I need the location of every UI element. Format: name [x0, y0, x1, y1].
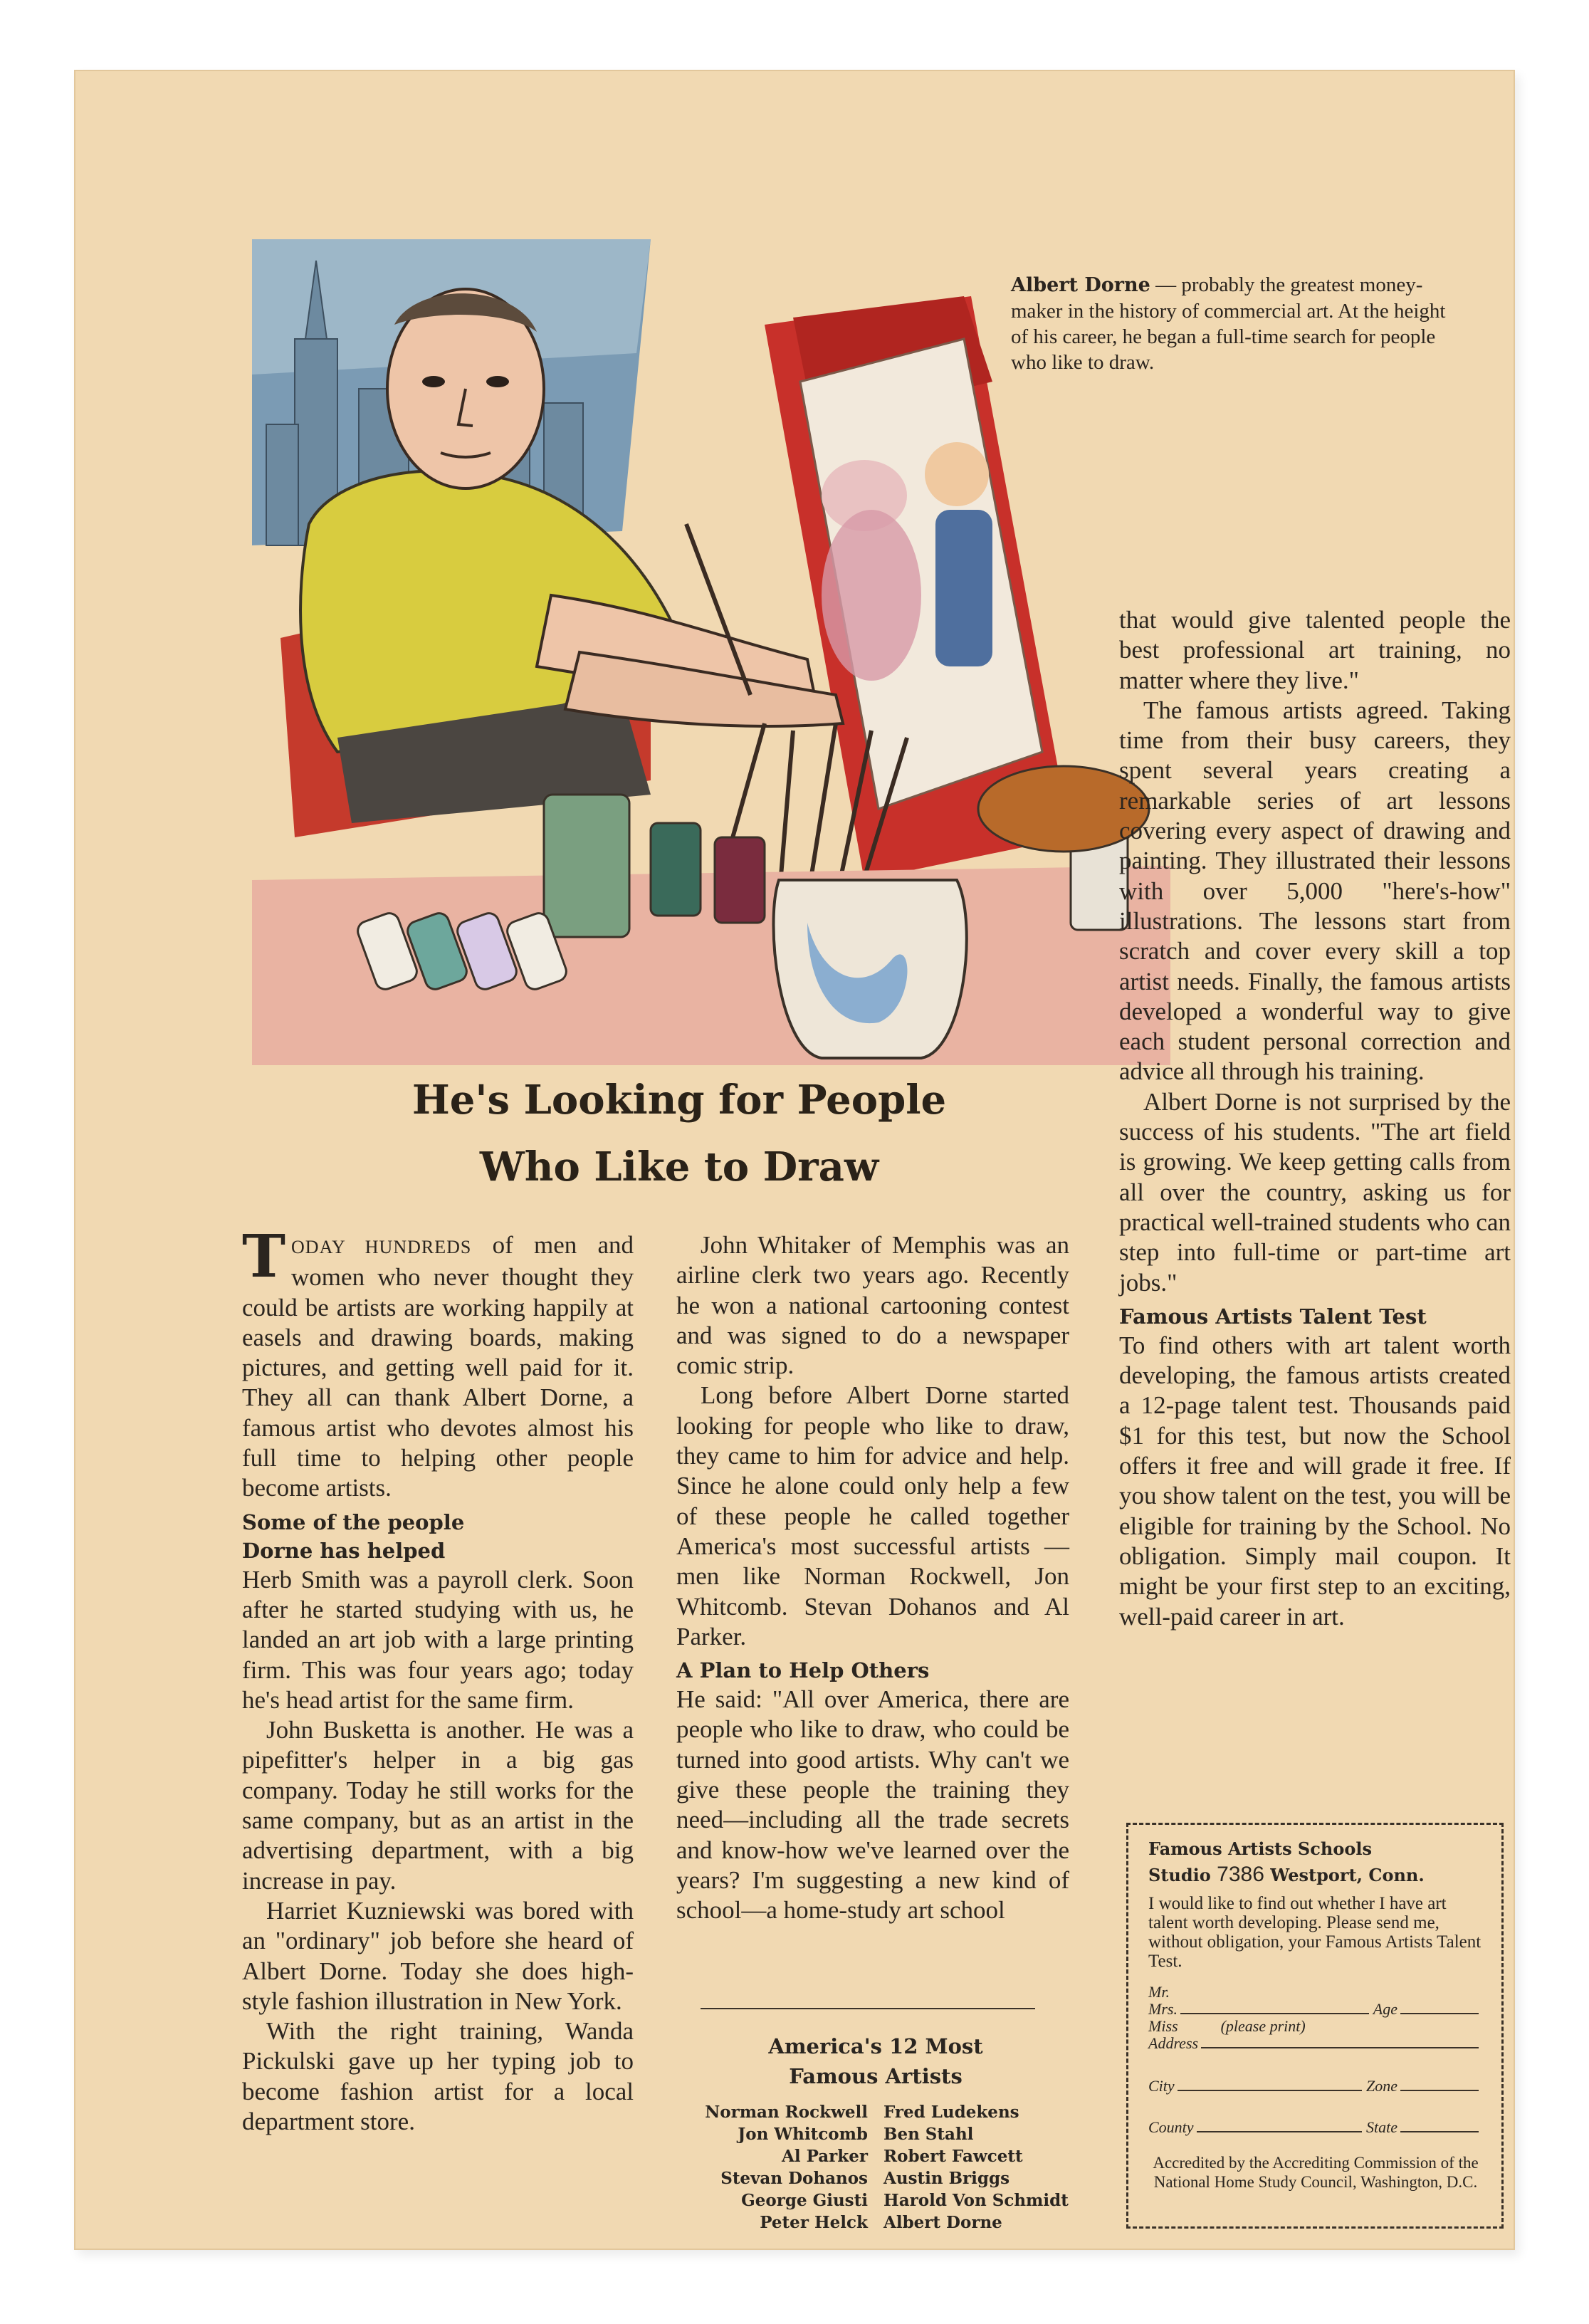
col3-paragraph-2: The famous artists agreed. Taking time from their busy careers, they spent several years creating a remarkable series of art lessons covering every aspect of drawing and painting. They illustrated their lessons with over 5,000 "here's-how" illustrations. The lessons start from scratch and cover every skill a top artist needs. Finally, the famous artists developed a wonderful way to give each student personal correction and advice all through his training. — [1119, 696, 1511, 1086]
coupon-city-label: City — [1148, 2077, 1175, 2095]
article-column-2 — [676, 1230, 1069, 1926]
lead-small-caps: ODAY HUNDREDS — [291, 1237, 472, 1257]
coupon-studio-town: Westport, Conn. — [1270, 1865, 1425, 1885]
col2-paragraph-1: John Whitaker of Memphis was an airline clerk two years ago. Recently he won a national cartooning contest and was signed to do a newspaper comic strip. — [676, 1231, 1069, 1380]
artist-name: Fred Ludekens — [883, 2103, 1019, 2122]
artist-name: Al Parker — [782, 2147, 868, 2166]
coupon-state-label: State — [1366, 2118, 1397, 2136]
coupon-school-name: Famous Artists Schools — [1148, 1838, 1372, 1859]
subhead-line-1: Some of the people — [242, 1509, 465, 1534]
coupon-age-label: Age — [1373, 2000, 1397, 2018]
caption-name: Albert Dorne — [1011, 274, 1150, 296]
artist-name: Robert Fawcett — [883, 2147, 1023, 2166]
col1-paragraph-4: Harriet Kuzniewski was bored with an "ordinary" job before she heard of Albert Dorne. Today she does high-style fashion illustration in New York. — [242, 1896, 634, 2015]
headline — [252, 1067, 1106, 1200]
comic-back-cover-page — [74, 70, 1515, 2250]
coupon-mrs-label: Mrs. — [1148, 2000, 1178, 2018]
divider-rule — [701, 2008, 1035, 2009]
coupon-city-line[interactable] — [1178, 2090, 1362, 2091]
artist-name: Harold Von Schmidt — [883, 2191, 1069, 2210]
article-column-1 — [242, 1223, 634, 2137]
col1-paragraph-5: With the right training, Wanda Pickulski gave up her typing job to become fashion artist for a local department store. — [242, 2017, 634, 2136]
mail-in-coupon[interactable] — [1126, 1823, 1504, 2229]
coupon-county-row — [1148, 2119, 1483, 2136]
drop-cap: T — [242, 1223, 286, 1291]
subhead-plan-to-help: A Plan to Help Others — [676, 1658, 930, 1683]
coupon-mr-label: Mr. — [1148, 1983, 1170, 2001]
subhead-talent-test: Famous Artists Talent Test — [1119, 1304, 1427, 1329]
coupon-age-line[interactable] — [1400, 2013, 1479, 2014]
coupon-zone-label: Zone — [1366, 2077, 1397, 2095]
coupon-name-line[interactable] — [1180, 2013, 1369, 2014]
subhead-people-helped — [242, 1508, 634, 1565]
artist-name: George Giusti — [741, 2191, 868, 2210]
artist-name: Albert Dorne — [883, 2213, 1002, 2232]
coupon-studio-number: 7386 — [1217, 1863, 1264, 1886]
famous-artists-list — [666, 2101, 1085, 2234]
famous-title-line-1: America's 12 Most — [768, 2034, 983, 2058]
artist-name: Peter Helck — [760, 2213, 868, 2232]
coupon-address-label: Address — [1148, 2034, 1199, 2052]
headline-line-1: He's Looking for People — [411, 1077, 947, 1124]
artist-name: Ben Stahl — [883, 2125, 974, 2144]
coupon-address-line[interactable] — [1201, 2047, 1479, 2048]
col1-paragraph-2: Herb Smith was a payroll clerk. Soon after he started studying with us, he landed an art job with a large printing firm. This was four years ago; today he's head artist for the same firm. — [242, 1565, 634, 1714]
famous-title-line-2: Famous Artists — [789, 2064, 963, 2088]
coupon-accreditation: Accredited by the Accrediting Commission of the National Home Study Council, Washington, D.C. — [1153, 2154, 1479, 2191]
famous-artists-box — [666, 2031, 1085, 2234]
artist-name: Norman Rockwell — [705, 2103, 868, 2122]
artist-name: Austin Briggs — [883, 2169, 1010, 2188]
coupon-please-print: (please print) — [1220, 2017, 1306, 2035]
col2-paragraph-2: Long before Albert Dorne started looking for people who like to draw, they came to him for advice and help. Since he alone could only help a few of these people he called together America's most successful artists —men like Norman Rockwell, Jon Whitcomb. Stevan Dohanos and Al Parker. — [676, 1381, 1069, 1650]
coupon-zone-line[interactable] — [1400, 2090, 1479, 2091]
brush-pot — [774, 880, 967, 1058]
coupon-studio-label: Studio — [1148, 1865, 1211, 1885]
coupon-request-text: I would like to find out whether I have art talent worth developing. Please send me, without obligation, your Famous Artists Talent Test. — [1148, 1894, 1482, 1971]
coupon-county-label: County — [1148, 2118, 1194, 2136]
coupon-miss-label: Miss — [1148, 2017, 1178, 2035]
coupon-name-fields — [1148, 1984, 1483, 2052]
col2-paragraph-3: He said: "All over America, there are people who like to draw, who could be turned into good artists. Why can't we give these people the training they need—including all the trade secrets and know-how we've learned over the years? I'm suggesting a new kind of school—a home-study art school — [676, 1685, 1069, 1925]
illustration-caption — [1011, 272, 1452, 375]
col1-paragraph-3: John Busketta is another. He was a pipefitter's helper in a big gas company. Today he still works for the same company, but as an artist in the advertising department, with a big increase in pay. — [242, 1716, 634, 1895]
article-column-3 — [1119, 605, 1511, 1632]
headline-line-2: Who Like to Draw — [479, 1143, 879, 1190]
artist-name: Stevan Dohanos — [720, 2169, 868, 2188]
coupon-city-row — [1148, 2078, 1483, 2095]
col3-paragraph-4: To find others with art talent worth developing, the famous artists created a 12-page talent test. Thousands paid $1 for this test, but now the School offers it free and will grade it free. If you show talent on the test, you will be eligible for training by the School. No obligation. Simply mail coupon. It might be your first step to an exciting, well-paid career in art. — [1119, 1331, 1511, 1631]
col1-paragraph-1: of men and women who never thought they could be artists are working happily at easels and drawing boards, making pictures, and getting well paid for it. They all can thank Albert Dorne, a famous artist who devotes almost his full time to helping other people become artists. — [242, 1231, 634, 1502]
coupon-state-line[interactable] — [1400, 2131, 1479, 2132]
coupon-studio-address — [1148, 1862, 1483, 1888]
col3-paragraph-1: that would give talented people the best professional art training, no matter where they live." — [1119, 606, 1511, 694]
subhead-line-2: Dorne has helped — [242, 1538, 446, 1563]
caption-text: — probably the greatest money-maker in the history of commercial art. At the height of his career, he began a full-time search for people who like to draw. — [1011, 273, 1446, 374]
artist-name: Jon Whitcomb — [738, 2125, 868, 2144]
col3-paragraph-3: Albert Dorne is not surprised by the success of his students. "The art field is growing. We keep getting calls from all over the country, asking us for practical well-trained students who can step into full-time or part-time art jobs." — [1119, 1087, 1511, 1297]
coupon-county-line[interactable] — [1197, 2131, 1362, 2132]
